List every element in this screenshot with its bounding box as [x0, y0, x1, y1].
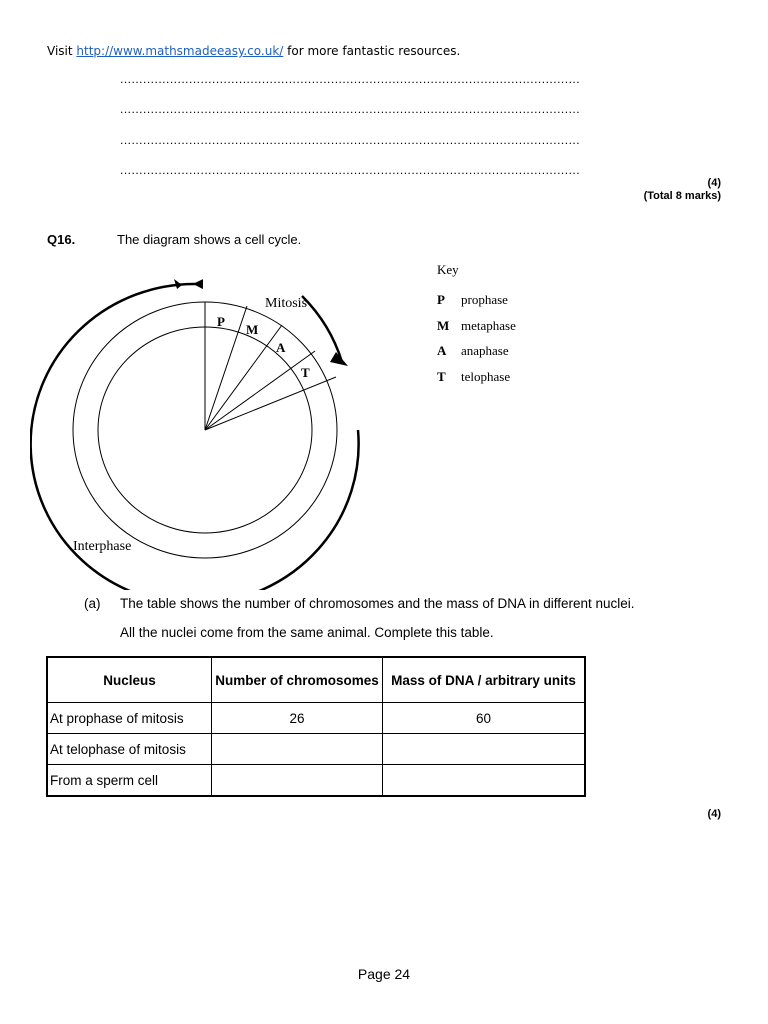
key-letter: P: [437, 292, 445, 307]
table-row: [47, 703, 585, 734]
part-a-text-2: All the nuclei come from the same animal. Complete this table.: [120, 625, 494, 640]
table-cell: 60: [383, 703, 586, 734]
answer-line: ........................................................................................................................: [120, 133, 581, 147]
key-label: telophase: [461, 369, 511, 384]
table-cell: At prophase of mitosis: [47, 703, 212, 734]
key-letter: A: [437, 343, 447, 358]
answer-line: ........................................................................................................................: [120, 102, 581, 116]
table-row: [47, 765, 585, 797]
segment-line: [205, 306, 247, 430]
question-text: The diagram shows a cell cycle.: [117, 232, 302, 247]
header-visit-text: Visit: [47, 44, 73, 58]
part-a-text-1: The table shows the number of chromosomes and the mass of DNA in different nuclei.: [120, 596, 635, 611]
segment-label-a: A: [276, 340, 286, 355]
marks-previous: (4): [707, 177, 721, 189]
part-a-label: (a): [84, 596, 101, 611]
total-marks: (Total 8 marks): [643, 190, 721, 202]
answer-cell[interactable]: [212, 765, 383, 797]
table-cell: 26: [212, 703, 383, 734]
segment-line: [205, 351, 315, 430]
answer-cell[interactable]: [383, 765, 586, 797]
cell-cycle-diagram: [30, 270, 390, 590]
key-label: metaphase: [461, 318, 516, 333]
key-label: prophase: [461, 292, 508, 307]
marks-part-a: (4): [707, 808, 721, 820]
key-label: anaphase: [461, 343, 509, 358]
key-title: Key: [437, 262, 459, 277]
table-cell: At telophase of mitosis: [47, 734, 212, 765]
answer-cell[interactable]: [212, 734, 383, 765]
answer-line: ........................................................................................................................: [120, 163, 581, 177]
page-number: Page 24: [357, 966, 411, 982]
segment-label-t: T: [301, 365, 310, 380]
mitosis-label: Mitosis: [265, 296, 308, 311]
answer-line: ........................................................................................................................: [120, 72, 581, 86]
column-header: Nucleus: [47, 657, 212, 703]
table-cell: From a sperm cell: [47, 765, 212, 797]
dna-table: [46, 656, 586, 797]
table-row: [47, 734, 585, 765]
header-suffix-text: for more fantastic resources.: [287, 44, 461, 58]
answer-cell[interactable]: [383, 734, 586, 765]
segment-label-m: M: [246, 322, 259, 337]
segment-label-p: P: [217, 314, 225, 329]
resource-header: [47, 44, 460, 58]
resource-link[interactable]: http://www.mathsmadeeasy.co.uk/: [76, 44, 284, 58]
interphase-label: Interphase: [73, 539, 132, 554]
column-header: Number of chromosomes: [212, 657, 383, 703]
key-letter: T: [437, 369, 446, 384]
key-letter: M: [437, 318, 450, 333]
question-number: Q16.: [47, 232, 76, 247]
column-header: Mass of DNA / arbitrary units: [383, 657, 586, 703]
table-header-row: [47, 657, 585, 703]
